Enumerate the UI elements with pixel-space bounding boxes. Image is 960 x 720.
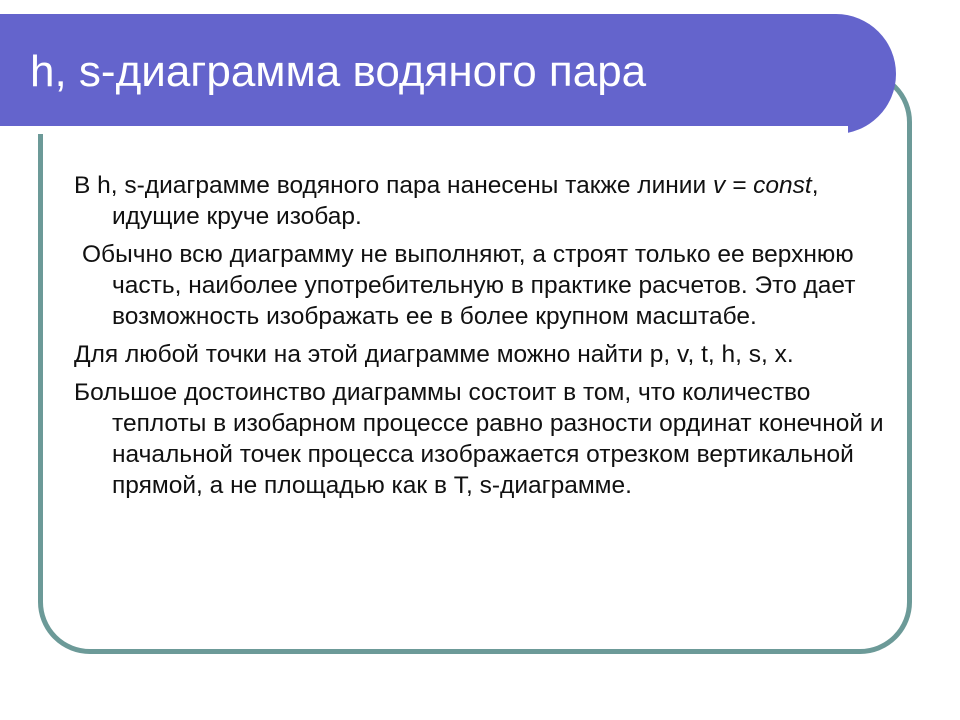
paragraph-1-text-a: В h, s-диаграмме водяного пара нанесены также линии bbox=[74, 172, 713, 199]
paragraph-2: Обычно всю диаграмму не выполняют, а строят только ее верхнюю часть, наиболее употребительную в практике расчетов. Это дает возможность изображать ее в более крупном масштабе. bbox=[82, 241, 856, 330]
title-underline bbox=[0, 126, 848, 134]
paragraph-1-text-b: , идущие круче изобар. bbox=[112, 172, 819, 230]
formula-v-const: v = const bbox=[712, 172, 812, 199]
slide-body bbox=[74, 170, 904, 508]
slide-title: h, s-диаграмма водяного пара bbox=[30, 47, 647, 96]
paragraph-4: Большое достоинство диаграммы состоит в том, что количество теплоты в изобарном процессе равно разности ординат конечной и начальной точек процесса изображается отрезком вертикальной прямой, а не площадью как в T, s-диаграмме. bbox=[74, 379, 884, 499]
paragraph-1 bbox=[74, 170, 904, 232]
paragraph-3: Для любой точки на этой диаграмме можно найти p, v, t, h, s, x. bbox=[74, 341, 794, 368]
